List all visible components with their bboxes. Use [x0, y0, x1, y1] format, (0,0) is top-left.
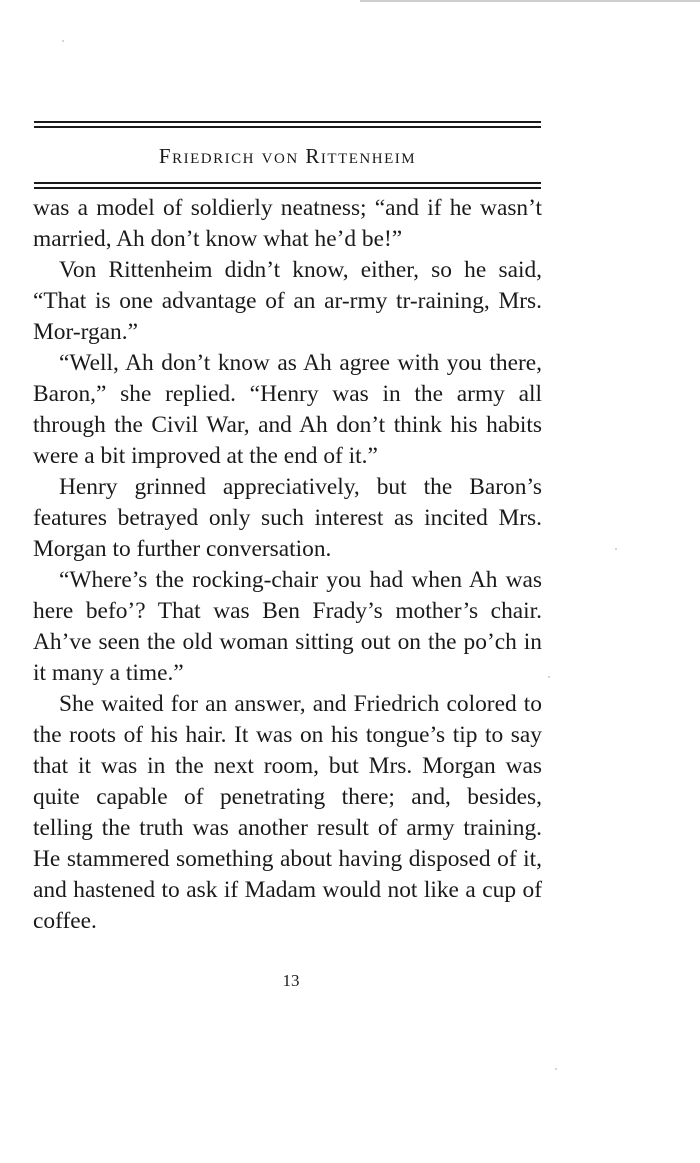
top-edge-rule	[360, 0, 700, 2]
body-text	[33, 193, 542, 937]
header-top-double-rule	[34, 121, 541, 128]
running-head: Friedrich von Rittenheim	[158, 144, 417, 168]
paper-speck	[548, 676, 550, 678]
header-bottom-double-rule	[34, 182, 541, 189]
paragraph-1: was a model of soldierly neatness; “and if he wasn’t married, Ah don’t know what he’d be!”	[33, 195, 542, 252]
paragraph-3: “Well, Ah don’t know as Ah agree with you there, Baron,” she replied. “Henry was in the army all through the Civil War, and Ah don’t think his habits were a bit improved at the end of it.”	[33, 350, 542, 469]
page-header	[34, 121, 541, 189]
paper-speck	[62, 40, 64, 42]
paper-speck	[555, 1068, 557, 1070]
paper-speck	[615, 548, 617, 550]
paragraph-6: She waited for an answer, and Friedrich colored to the roots of his hair. It was on his tongue’s tip to say that it was in the next room, but Mrs. Morgan was quite capable of penetrating there; and, besides, telling the truth was another result of army training. He stammered something about having disposed of it, and hastened to ask if Madam would not like a cup of coffee.	[33, 691, 542, 934]
paragraph-5: “Where’s the rocking-chair you had when Ah was here befo’? That was Ben Frady’s mother’s chair. Ah’ve seen the old woman sitting out on the po’ch in it many a time.”	[33, 567, 542, 686]
paragraph-4: Henry grinned appreciatively, but the Baron’s features betrayed only such interest as incited Mrs. Morgan to further conversation.	[33, 474, 542, 562]
page-number: 13	[282, 971, 300, 990]
paragraph-2: Von Rittenheim didn’t know, either, so he said, “That is one advantage of an ar-rmy tr-raining, Mrs. Mor-rgan.”	[33, 257, 542, 345]
